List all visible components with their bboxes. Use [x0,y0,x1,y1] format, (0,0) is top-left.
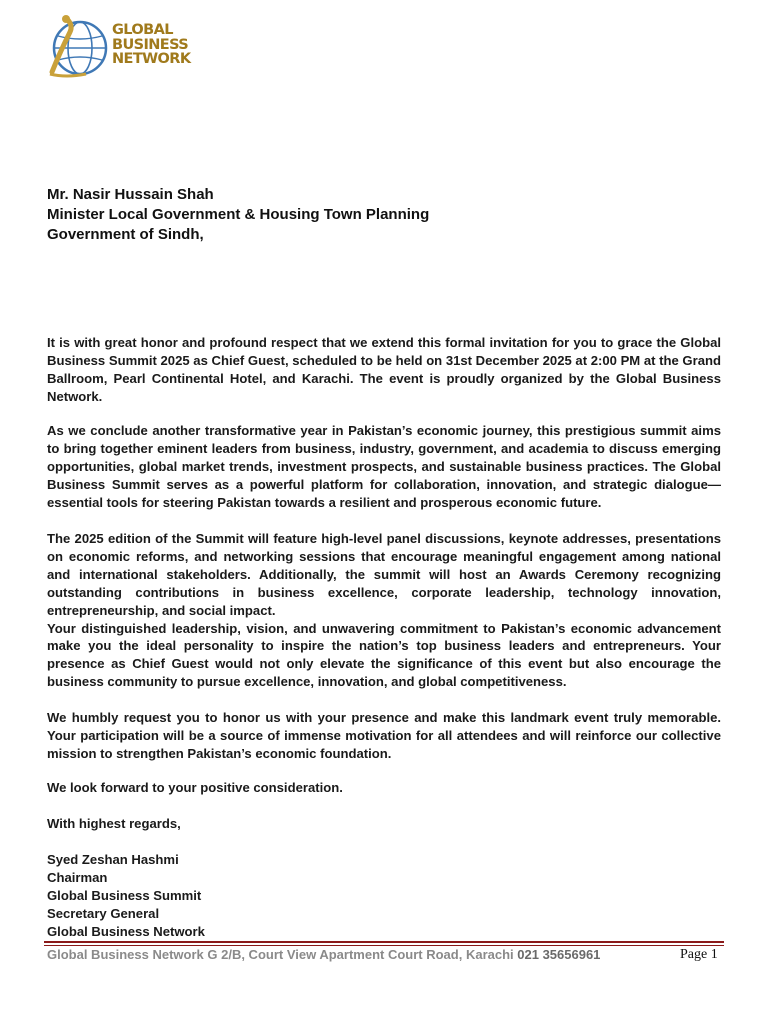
footer-address-text: Global Business Network G 2/B, Court View Apartment Court Road, Karachi [47,947,518,962]
signatory-role-2: Secretary General [47,905,160,921]
recipient-title: Minister Local Government & Housing Town Planning [47,206,430,223]
signatory-org-2: Global Business Network [47,923,205,939]
recipient-org: Government of Sindh, [47,226,204,243]
logo-wordmark [112,23,190,67]
recipient-name: Mr. Nasir Hussain Shah [47,186,214,203]
globe-figure-icon [46,12,110,82]
logo-line-3: NETWORK [112,51,191,67]
paragraph-edition [47,530,721,691]
consideration-line: We look forward to your positive consideration. [47,780,343,795]
recipient-address [47,185,429,245]
closing-line: With highest regards, [47,816,181,831]
logo-line-1: GLOBAL [112,22,173,38]
logo-line-2: BUSINESS [112,36,189,53]
company-logo [46,12,191,82]
paragraph-invitation: It is with great honor and profound respect that we extend this formal invitation for you to grace the Global Business Summit 2025 as Chief Guest, scheduled to be held on 31st December 2025 at 2:00 PM at the Grand Ballroom, Pearl Continental Hotel, and Karachi. The event is proudly organized by the Global Business Network. [47,335,721,404]
signatory-name: Syed Zeshan Hashmi [47,852,179,867]
signatory-org-1: Global Business Summit [47,887,202,903]
footer-address [47,947,600,962]
paragraph-summit-aims: As we conclude another transformative year in Pakistan’s economic journey, this prestigious summit aims to bring together eminent leaders from business, industry, government, and academia to discuss emerging opportunities, global market trends, investment prospects, and sustainable business practices. The Global Business Summit serves as a powerful platform for collaboration, innovation, and strategic dialogue—essential tools for steering Pakistan towards a resilient and prosperous economic future. [47,423,721,510]
signature-block [47,851,205,941]
footer-phone: 021 35656961 [517,947,601,962]
footer-rule-thin [44,945,724,946]
paragraph-edition-text: The 2025 edition of the Summit will feature high-level panel discussions, keynote addresses, presentations on economic reforms, and networking sessions that encourage meaningful engagement among national and international stakeholders. Additionally, the summit will host an Awards Ceremony recognizing outstanding contributions in business excellence, corporate leadership, technology innovation, entrepreneurship, and social impact. [47,531,721,618]
signatory-role-1: Chairman [47,869,108,885]
page-number: Page 1 [680,947,718,962]
paragraph-request: We humbly request you to honor us with your presence and make this landmark event truly memorable. Your participation will be a source of immense motivation for all attendees and will reinforce our collective mission to strengthen Pakistan’s economic foundation. [47,710,721,761]
footer-rule [44,941,724,943]
paragraph-leadership-text: Your distinguished leadership, vision, and unwavering commitment to Pakistan’s economic advancement make you the ideal personality to inspire the nation’s top business leaders and entrepreneurs. Your presence as Chief Guest would not only elevate the significance of this event but also encourage the business community to pursue excellence, innovation, and global competitiveness. [47,620,721,690]
